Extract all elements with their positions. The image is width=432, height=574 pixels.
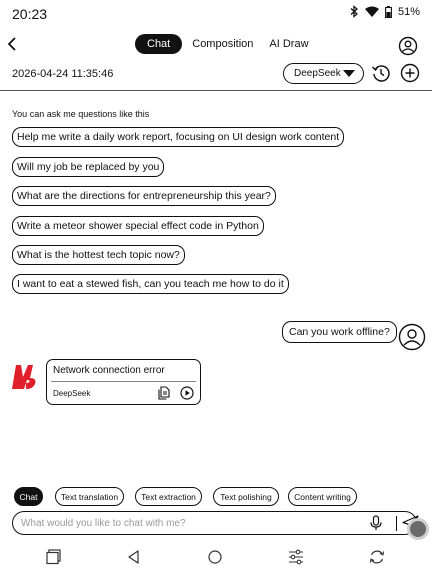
profile-icon[interactable] bbox=[398, 36, 418, 56]
back-triangle-icon[interactable] bbox=[125, 548, 143, 566]
status-icons bbox=[350, 5, 420, 18]
tab-composition[interactable]: Composition bbox=[192, 38, 254, 50]
chat-input-box bbox=[12, 511, 417, 535]
wifi-icon bbox=[365, 6, 379, 17]
tab-chat[interactable]: Chat bbox=[135, 34, 182, 54]
settings-sliders-icon[interactable] bbox=[287, 548, 305, 566]
mode-chip-content-writing[interactable]: Content writing bbox=[288, 487, 357, 506]
mode-chip-chat[interactable]: Chat bbox=[14, 487, 43, 506]
assistant-message-text: Network connection error bbox=[53, 365, 165, 376]
toolbar-divider bbox=[0, 90, 432, 91]
user-avatar-icon bbox=[398, 323, 426, 351]
floating-assist-ball[interactable] bbox=[407, 518, 429, 540]
model-select-label: DeepSeek bbox=[294, 68, 341, 79]
battery-percent: 51% bbox=[397, 5, 420, 18]
chevron-down-icon bbox=[343, 70, 355, 78]
mode-chip-text-polishing[interactable]: Text polishing bbox=[213, 487, 279, 506]
battery-icon bbox=[385, 6, 392, 18]
assistant-logo-icon bbox=[10, 364, 38, 390]
status-time: 20:23 bbox=[12, 6, 48, 22]
suggestion-item[interactable]: Write a meteor shower special effect code in Python bbox=[12, 216, 264, 236]
play-icon[interactable] bbox=[180, 386, 194, 400]
tab-ai-draw[interactable]: AI Draw bbox=[269, 38, 309, 50]
add-icon[interactable] bbox=[400, 63, 420, 83]
assistant-model-label: DeepSeek bbox=[53, 389, 91, 398]
input-separator bbox=[396, 516, 397, 531]
user-message: Can you work offline? bbox=[282, 321, 397, 343]
assistant-message bbox=[46, 359, 201, 405]
suggestion-item[interactable]: Help me write a daily work report, focusing on UI design work content bbox=[12, 127, 344, 147]
suggestion-item[interactable]: What is the hottest tech topic now? bbox=[12, 245, 185, 265]
assistant-message-divider bbox=[51, 381, 196, 382]
recent-apps-icon[interactable] bbox=[45, 548, 63, 566]
mode-chip-text-translation[interactable]: Text translation bbox=[55, 487, 124, 506]
back-arrow-icon[interactable] bbox=[4, 34, 24, 54]
chat-input[interactable] bbox=[21, 516, 361, 530]
mode-tabs bbox=[135, 34, 315, 54]
session-datetime: 2026-04-24 11:35:46 bbox=[12, 68, 114, 80]
copy-icon[interactable] bbox=[157, 386, 171, 400]
microphone-icon[interactable] bbox=[369, 515, 383, 531]
home-circle-icon[interactable] bbox=[206, 548, 224, 566]
model-select[interactable] bbox=[283, 63, 364, 84]
mode-chip-text-extraction[interactable]: Text extraction bbox=[135, 487, 202, 506]
history-icon[interactable] bbox=[371, 63, 391, 83]
suggestion-item[interactable]: What are the directions for entrepreneurship this year? bbox=[12, 186, 276, 206]
suggestions-intro: You can ask me questions like this bbox=[12, 109, 150, 119]
suggestion-item[interactable]: Will my job be replaced by you bbox=[12, 157, 164, 177]
suggestion-item[interactable]: I want to eat a stewed fish, can you teach me how to do it bbox=[12, 274, 289, 294]
bluetooth-icon bbox=[350, 5, 359, 18]
refresh-icon[interactable] bbox=[368, 548, 386, 566]
